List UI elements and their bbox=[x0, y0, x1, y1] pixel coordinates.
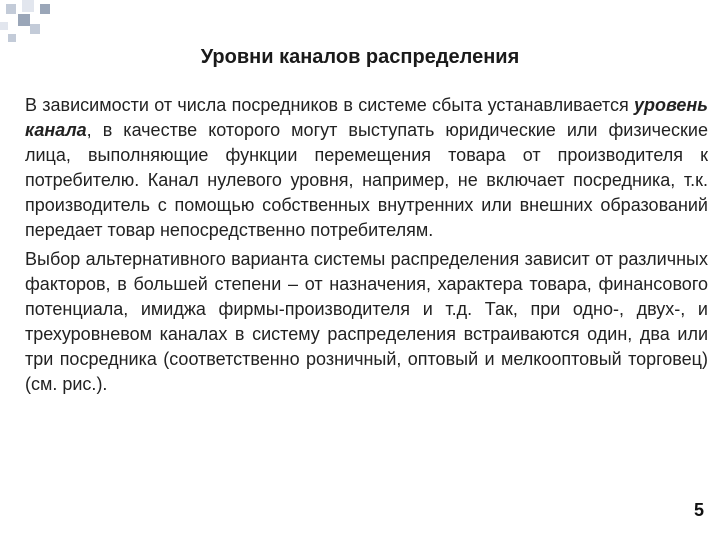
paragraph-1-rest: , в качестве которого могут выступать юридические или физические лица, выполняющие функции перемещения товара от производителя к потребителю. Канал нулевого уровня, например, не включает посредника, т.к. производитель с помощью собственных внутренних или внешних образований передает товар непосредственно потребителям. bbox=[25, 120, 708, 240]
key-term: уровень канала bbox=[25, 95, 708, 140]
corner-decoration bbox=[0, 0, 60, 48]
slide-title: Уровни каналов распределения bbox=[200, 46, 520, 68]
paragraph-1 bbox=[25, 93, 708, 243]
slide-body bbox=[25, 93, 708, 401]
page-number: 5 bbox=[693, 500, 704, 520]
paragraph-2: Выбор альтернативного варианта системы распределения зависит от различных факторов, в большей степени – от назначения, характера товара, финансового потенциала, имиджа фирмы-производителя и т.д. Так, при одно-, двух-, и трехуровневом каналах в систему распределения встраиваются один, два или три посредника (соответственно розничный, оптовый и мелкооптовый торговец) (см. рис.). bbox=[25, 249, 708, 394]
paragraph-1-intro: В зависимости от числа посредников в системе сбыта устанавливается bbox=[25, 95, 634, 115]
